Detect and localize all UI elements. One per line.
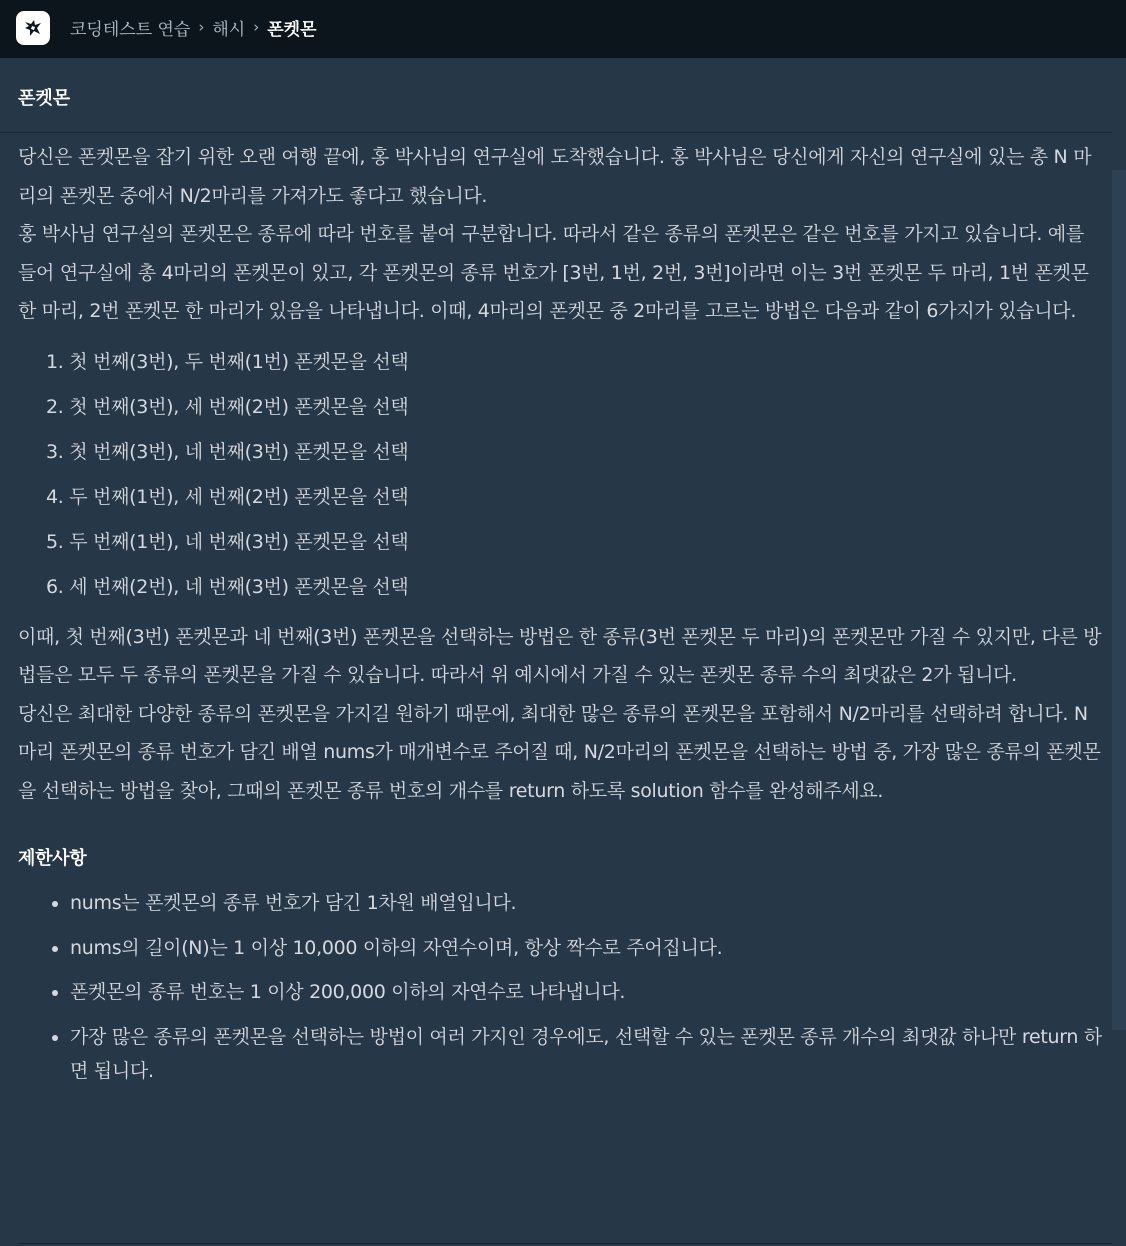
problem-title-bar — [0, 58, 1112, 133]
constraint-text: nums의 길이(N)는 1 이상 10,000 이하의 자연수이며, 항상 짝수로 주어집니다. — [70, 936, 723, 959]
constraint-text: 폰켓몬의 종류 번호는 1 이상 200,000 이하의 자연수로 나타냅니다. — [70, 981, 626, 1003]
description-paragraph: 이때, 첫 번째(3번) 폰켓몬과 네 번째(3번) 폰켓몬을 선택하는 방법은 한 종류(3번 폰켓몬 두 마리)의 폰켓몬만 가질 수 있지만, 다른 방법들은 모두 두 종류의 폰켓몬을 가질 수 있습니다. 따라서 위 예시에서 가질 수 있는 폰켓몬 종류 수의 최댓값은 2가 됩니다. — [18, 625, 1102, 686]
top-navigation-bar — [0, 0, 1126, 58]
list-item — [18, 931, 1103, 965]
bullet-icon — [52, 1035, 58, 1041]
list-item — [18, 886, 1103, 920]
programmers-logo-icon[interactable] — [16, 11, 50, 45]
list-item: 6. 세 번째(2번), 네 번째(3번) 폰켓몬을 선택 — [46, 575, 409, 598]
list-item: 5. 두 번째(1번), 네 번째(3번) 폰켓몬을 선택 — [46, 530, 409, 553]
constraints-heading: 제한사항 — [18, 848, 87, 869]
selection-methods-list — [18, 340, 1103, 610]
divider — [18, 1243, 1112, 1244]
list-item: 4. 두 번째(1번), 세 번째(2번) 폰켓몬을 선택 — [46, 485, 409, 508]
bullet-icon — [52, 901, 58, 907]
list-item: 1. 첫 번째(3번), 두 번째(1번) 폰켓몬을 선택 — [46, 350, 409, 373]
breadcrumb-hash[interactable]: 해시 — [212, 19, 246, 40]
problem-description — [18, 138, 1103, 1098]
constraint-text: 가장 많은 종류의 폰켓몬을 선택하는 방법이 여러 가지인 경우에도, 선택할 수 있는 폰켓몬 종류 개수의 최댓값 하나만 return 하면 됩니다. — [70, 1025, 1102, 1082]
chevron-right-icon: › — [198, 18, 205, 36]
breadcrumb-current: 폰켓몬 — [267, 19, 317, 40]
list-item: 2. 첫 번째(3번), 세 번째(2번) 폰켓몬을 선택 — [46, 395, 409, 418]
description-paragraph: 홍 박사님 연구실의 폰켓몬은 종류에 따라 번호를 붙여 구분합니다. 따라서 같은 종류의 폰켓몬은 같은 번호를 가지고 있습니다. 예를 들어 연구실에 총 4마리의 폰켓몬이 있고, 각 폰켓몬의 종류 번호가 [3번, 1번, 2번, 3번]이라면 이는 3번 폰켓몬 두 마리, 1번 폰켓몬 한 마리, 2번 폰켓몬 한 마리가 있음을 나타냅니다. 이때, 4마리의 폰켓몬 중 2마리를 고르는 방법은 다음과 같이 6가지가 있습니다. — [18, 223, 1089, 322]
breadcrumb — [70, 16, 317, 38]
constraints-list — [18, 886, 1103, 1088]
constraint-text: nums는 폰켓몬의 종류 번호가 담긴 1차원 배열입니다. — [70, 892, 517, 914]
bullet-icon — [52, 990, 58, 996]
chevron-right-icon: › — [253, 18, 260, 36]
description-paragraph: 당신은 폰켓몬을 잡기 위한 오랜 여행 끝에, 홍 박사님의 연구실에 도착했습니다. 홍 박사님은 당신에게 자신의 연구실에 있는 총 N 마리의 폰켓몬 중에서 N/2마리를 가져가도 좋다고 했습니다. — [18, 146, 1092, 207]
scrollbar[interactable] — [1112, 170, 1126, 1030]
list-item — [18, 1020, 1103, 1088]
breadcrumb-coding-test[interactable]: 코딩테스트 연습 — [70, 19, 191, 40]
list-item: 3. 첫 번째(3번), 네 번째(3번) 폰켓몬을 선택 — [46, 440, 409, 463]
problem-title: 폰켓몬 — [18, 88, 71, 109]
list-item — [18, 975, 1103, 1009]
bullet-icon — [52, 946, 58, 952]
description-paragraph: 당신은 최대한 다양한 종류의 폰켓몬을 가지길 원하기 때문에, 최대한 많은 종류의 폰켓몬을 포함해서 N/2마리를 선택하려 합니다. N마리 폰켓몬의 종류 번호가 담긴 배열 nums가 매개변수로 주어질 때, N/2마리의 폰켓몬을 선택하는 방법 중, 가장 많은 종류의 폰켓몬을 선택하는 방법을 찾아, 그때의 폰켓몬 종류 번호의 개수를 return 하도록 solution 함수를 완성해주세요. — [18, 702, 1101, 802]
